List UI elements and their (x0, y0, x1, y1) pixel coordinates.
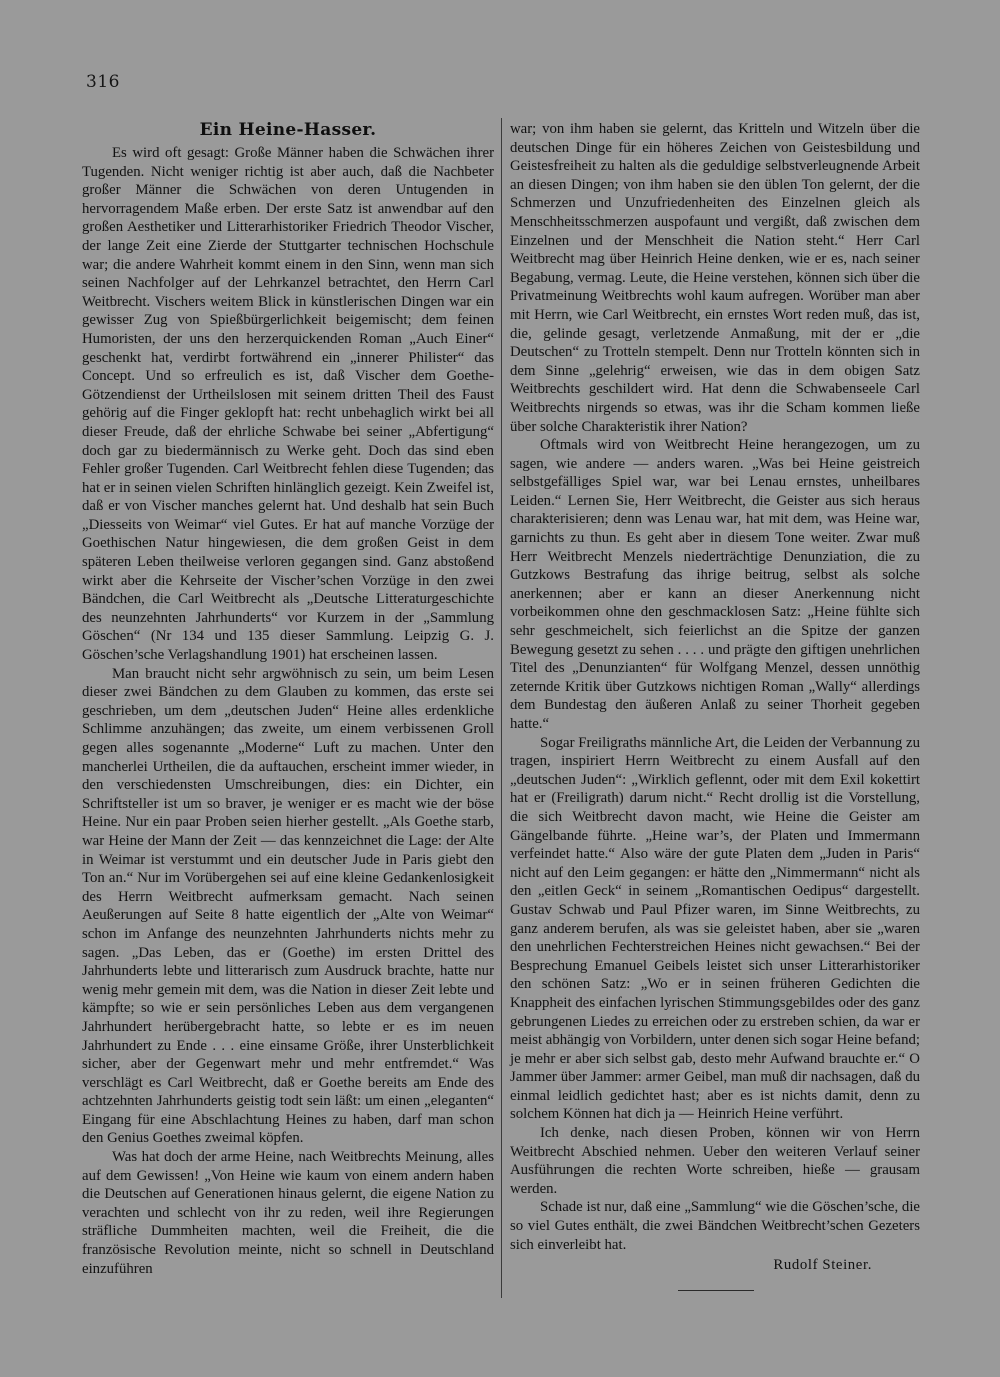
paragraph: Sogar Freiligraths männliche Art, die Leiden der Verbannung zu tragen, inspiriert Herrn Weitbrecht zu einem Ausfall auf den „deutschen Juden“: „Wirklich geflennt, oder mit dem Exil kokettirt hat er (Freiligrath) darum nicht.“ Recht drollig ist die Vorstellung, die sich Weitbrecht davon macht, wie Heine die Geister am Gängelbande führte. „Heine war’s, der Platen und Immermann verfeindet hatte.“ Also wäre der gute Platen dem „Juden in Paris“ nicht auf den Leim gegangen: er hätte den „Nimmermann“ nicht als den „eitlen Geck“ in seinem „Romantischen Oedipus“ dargestellt. Gustav Schwab und Paul Pfizer waren, im Sinne Weitbrechts, zu ganz anderem berufen, als was sie geleistet haben, aber sie „waren den unehrlichen Fechterstreichen Heines nicht gewachsen.“ Bei der Besprechung Emanuel Geibels leistet sich unser Litterarhistoriker den schönen Satz: „Wo er in seinen früheren Gedichten die Knappheit des einfachen lyrischen Stimmungsgebildes oder des ganz gebrungenen Liedes zu erreichen oder zu erstreben schien, da war er meist abhängig von Vorbildern, unter denen sich sogar Heine befand; je mehr er aber sich selbst gab, desto mehr Aufwand brauchte er.“ O Jammer über Jammer: armer Geibel, man muß dir nachsagen, daß du einmal leidlich gedichtet hast; aber es ist nichts damit, denn zu solchem Können hat dich ja — Heinrich Heine verführt. (510, 734, 920, 1123)
page-number: 316 (86, 72, 120, 92)
paragraph: Man braucht nicht sehr argwöhnisch zu sein, um beim Lesen dieser zwei Bändchen zu dem Glauben zu kommen, das erste sei geschrieben, um dem „deutschen Juden“ Heine alles erdenkliche Schlimme anzuhängen; das zweite, um einem verbissenen Groll gegen alles sogenannte „Moderne“ Luft zu machen. Unter den mancherlei Urtheilen, die da auftauchen, erscheint immer wieder, in den verschiedensten Umschreibungen, dies: ein Dichter, ein Schriftsteller ist um so braver, je weniger er es macht wie der böse Heine. Nur ein paar Proben seien hierher gestellt. „Als Goethe starb, war Heine der Mann der Zeit — das kennzeichnet die Lage: der Alte in Weimar ist verstummt und ein deutscher Jude in Paris giebt den Ton an.“ Nur im Vorübergehen sei auf eine kleine Gedankenlosigkeit des Herrn Weitbrecht aufmerksam gemacht. Nach seinen Aeußerungen auf Seite 8 hatte eigentlich der „Alte von Weimar“ schon im Anfange des neunzehnten Jahrhunderts nichts mehr zu sagen. „Das Leben, das er (Goethe) im ersten Drittel des Jahrhunderts lebte und litterarisch zum Ausdruck brachte, hatte nur wenig mehr gemein mit dem, was die Nation in dieser Zeit lebte und kämpfte; so wie er sein persönliches Leben aus dem vergangenen Jahrhundert herübergebracht hatte, so lebte er es im neuen Jahrhundert zu Ende . . . eine einsame Größe, ihrer Unsterblichkeit sicher, aber der Gegenwart mehr und mehr entfremdet.“ Was verschlägt es Carl Weitbrecht, daß er Goethe bereits am Ende des achtzehnten Jahrhunderts geistig todt sein läßt: um einen „eleganten“ Eingang für eine Abschlachtung Heines zu haben, darf man schon den Genius Goethes zweimal köpfen. (82, 665, 494, 1147)
paragraph: Was hat doch der arme Heine, nach Weitbrechts Meinung, alles auf dem Gewissen! „Von Heine wie kaum von einem andern haben die Deutschen auf Generationen hinaus gelernt, die eigene Nation zu verachten und schlecht von ihr zu reden, weil ihre Regierungen sträfliche Dummheiten machten, weil die Freiheit, die die französische Revolution meinte, nicht so schnell in Deutschland einzuführen (82, 1149, 494, 1277)
paragraph: Ich denke, nach diesen Proben, können wir von Herrn Weitbrecht Abschied nehmen. Ueber den weiteren Verlauf seiner Ausführungen die rechten Worte schreiben, hieße — grausam werden. (510, 1125, 920, 1197)
column-divider (501, 118, 502, 1298)
author-signature: Rudolf Steiner. (773, 1257, 872, 1274)
right-column (510, 120, 920, 1275)
article-title: Ein Heine-Hasser. (199, 120, 377, 140)
end-rule (678, 1290, 754, 1291)
paragraph-continuation: war; von ihm haben sie gelernt, das Kritteln und Witzeln über die deutschen Dinge für ein höheres Zeichen von Geistesbildung und Geistesfreiheit zu halten als die geduldige selbstverleugnende Arbeit an diesen Dingen; von ihm haben sie den üblen Ton gelernt, der die Schmerzen und Unzufriedenheiten des Einzelnen gleich als Menschheitsschmerzen auspofaunt und vergißt, daß zwischen dem Einzelnen und der Menschheit die Nation steht.“ Herr Carl Weitbrecht mag über Heinrich Heine denken, wie er es, nach seiner Begabung, vermag. Leute, die Heine verstehen, können sich über die Privatmeinung Weitbrechts wohl kaum aufregen. Worüber man aber mit Herrn, wie Carl Weitbrecht, ein ernstes Wort reden muß, das ist, die, gelinde gesagt, verletzende Anmaßung, mit der er „die Deutschen“ zu Trotteln stempelt. Denn nur Trotteln könnten sich in dem Sinne „gelehrig“ erweisen, wie das in dem obigen Satz Weitbrechts geschildert wird. Hat denn die Schwabenseele Carl Weitbrechts nirgends so etwas, was ihr die Scham kommen ließe über solche Charakteristik ihrer Nation? (510, 121, 920, 435)
paragraph: Oftmals wird von Weitbrecht Heine herangezogen, um zu sagen, wie andere — anders waren. „Was bei Heine geistreich selbstgefälliges Spiel war, war bei Lenau ernstes, unheilbares Leiden.“ Lernen Sie, Herr Weitbrecht, die Geister aus sich heraus charakterisieren; denn was Lenau war, hat mit dem, was Heine war, garnichts zu thun. Es geht aber in diesem Tone weiter. Zwar muß Herr Weitbrecht Menzels niederträchtige Denunziation, die zu Gutzkows Bestrafung das ihrige beitrug, selbst als solche anerkennen; aber er kann an dieser Anerkennung nicht vorbeikommen ohne den geschmacklosen Satz: „Heine fühlte sich sehr geschmeichelt, sich feierlichst an die Spitze der ganzen Bewegung gesetzt zu sehen . . . . und prägte den giftigen unehrlichen Titel des „Denunzianten“ für Wolfgang Menzel, dessen unnöthig zeternde Kritik über Gutzkows nichtigen Roman „Wally“ allerdings dem Bundestag den äußeren Anlaß zu seiner Thorheit gegeben hatte.“ (510, 437, 920, 732)
paragraph: Schade ist nur, daß eine „Sammlung“ wie die Göschen’sche, die so viel Gutes enthält, die zwei Bändchen Weitbrecht’schen Gezeters sich einverleibt hat. (510, 1199, 920, 1253)
paragraph: Es wird oft gesagt: Große Männer haben die Schwächen ihrer Tugenden. Nicht weniger richtig ist aber auch, daß die Nachbeter großer Männer die Schwächen von deren Untugenden in hervorragendem Maße erben. Der erste Satz ist anwendbar auf den großen Aesthetiker und Litterarhistoriker Friedrich Theodor Vischer, der lange Zeit eine Zierde der Stuttgarter technischen Hochschule war; die andere Wahrheit kommt einem in den Sinn, wenn man sich seinen Nachfolger auf der Lehrkanzel betrachtet, den Herrn Carl Weitbrecht. Vischers weitem Blick in künstlerischen Dingen war ein gewisser Zug von Spießbürgerlichkeit beigemischt; dem feinen Humoristen, der uns den herzerquickenden Roman „Auch Einer“ geschenkt hat, verdirbt fortwährend ein „innerer Philister“ das Concept. Und so erfreulich es ist, daß Vischer dem Goethe-Götzendienst der Urtheilslosen mit seinem dritten Theil des Faust gehörig auf die Finger geklopft hat: recht unbehaglich wirkt bei all dieser Freude, daß der ehrliche Schwabe bei seiner „Abfertigung“ doch gar zu biedermännisch zu Werke geht. Doch das sind eben Fehler großer Tugenden. Carl Weitbrecht fehlen diese Tugenden; das hat er in seinen vielen Schriften hinlänglich gezeigt. Kein Zweifel ist, daß er von Vischer manches gelernt hat. Und deshalb hat sein Buch „Diesseits von Weimar“ viel Gutes. Er hat auf manche Vorzüge der Goethischen Natur hingewiesen, die dem großen Geist in dem späteren Leben theilweise verloren gegangen sind. Ganz abstoßend wirkt aber die Kehrseite der Vischer’schen Vorzüge in den zwei Bändchen, die Carl Weitbrecht als „Deutsche Litteraturgeschichte des neunzehnten Jahrhunderts“ vor Kurzem in der „Sammlung Göschen“ (Nr 134 und 135 dieser Sammlung. Leipzig G. J. Göschen’sche Verlagshandlung 1901) hat erscheinen lassen. (82, 145, 494, 664)
left-column (82, 120, 494, 1278)
